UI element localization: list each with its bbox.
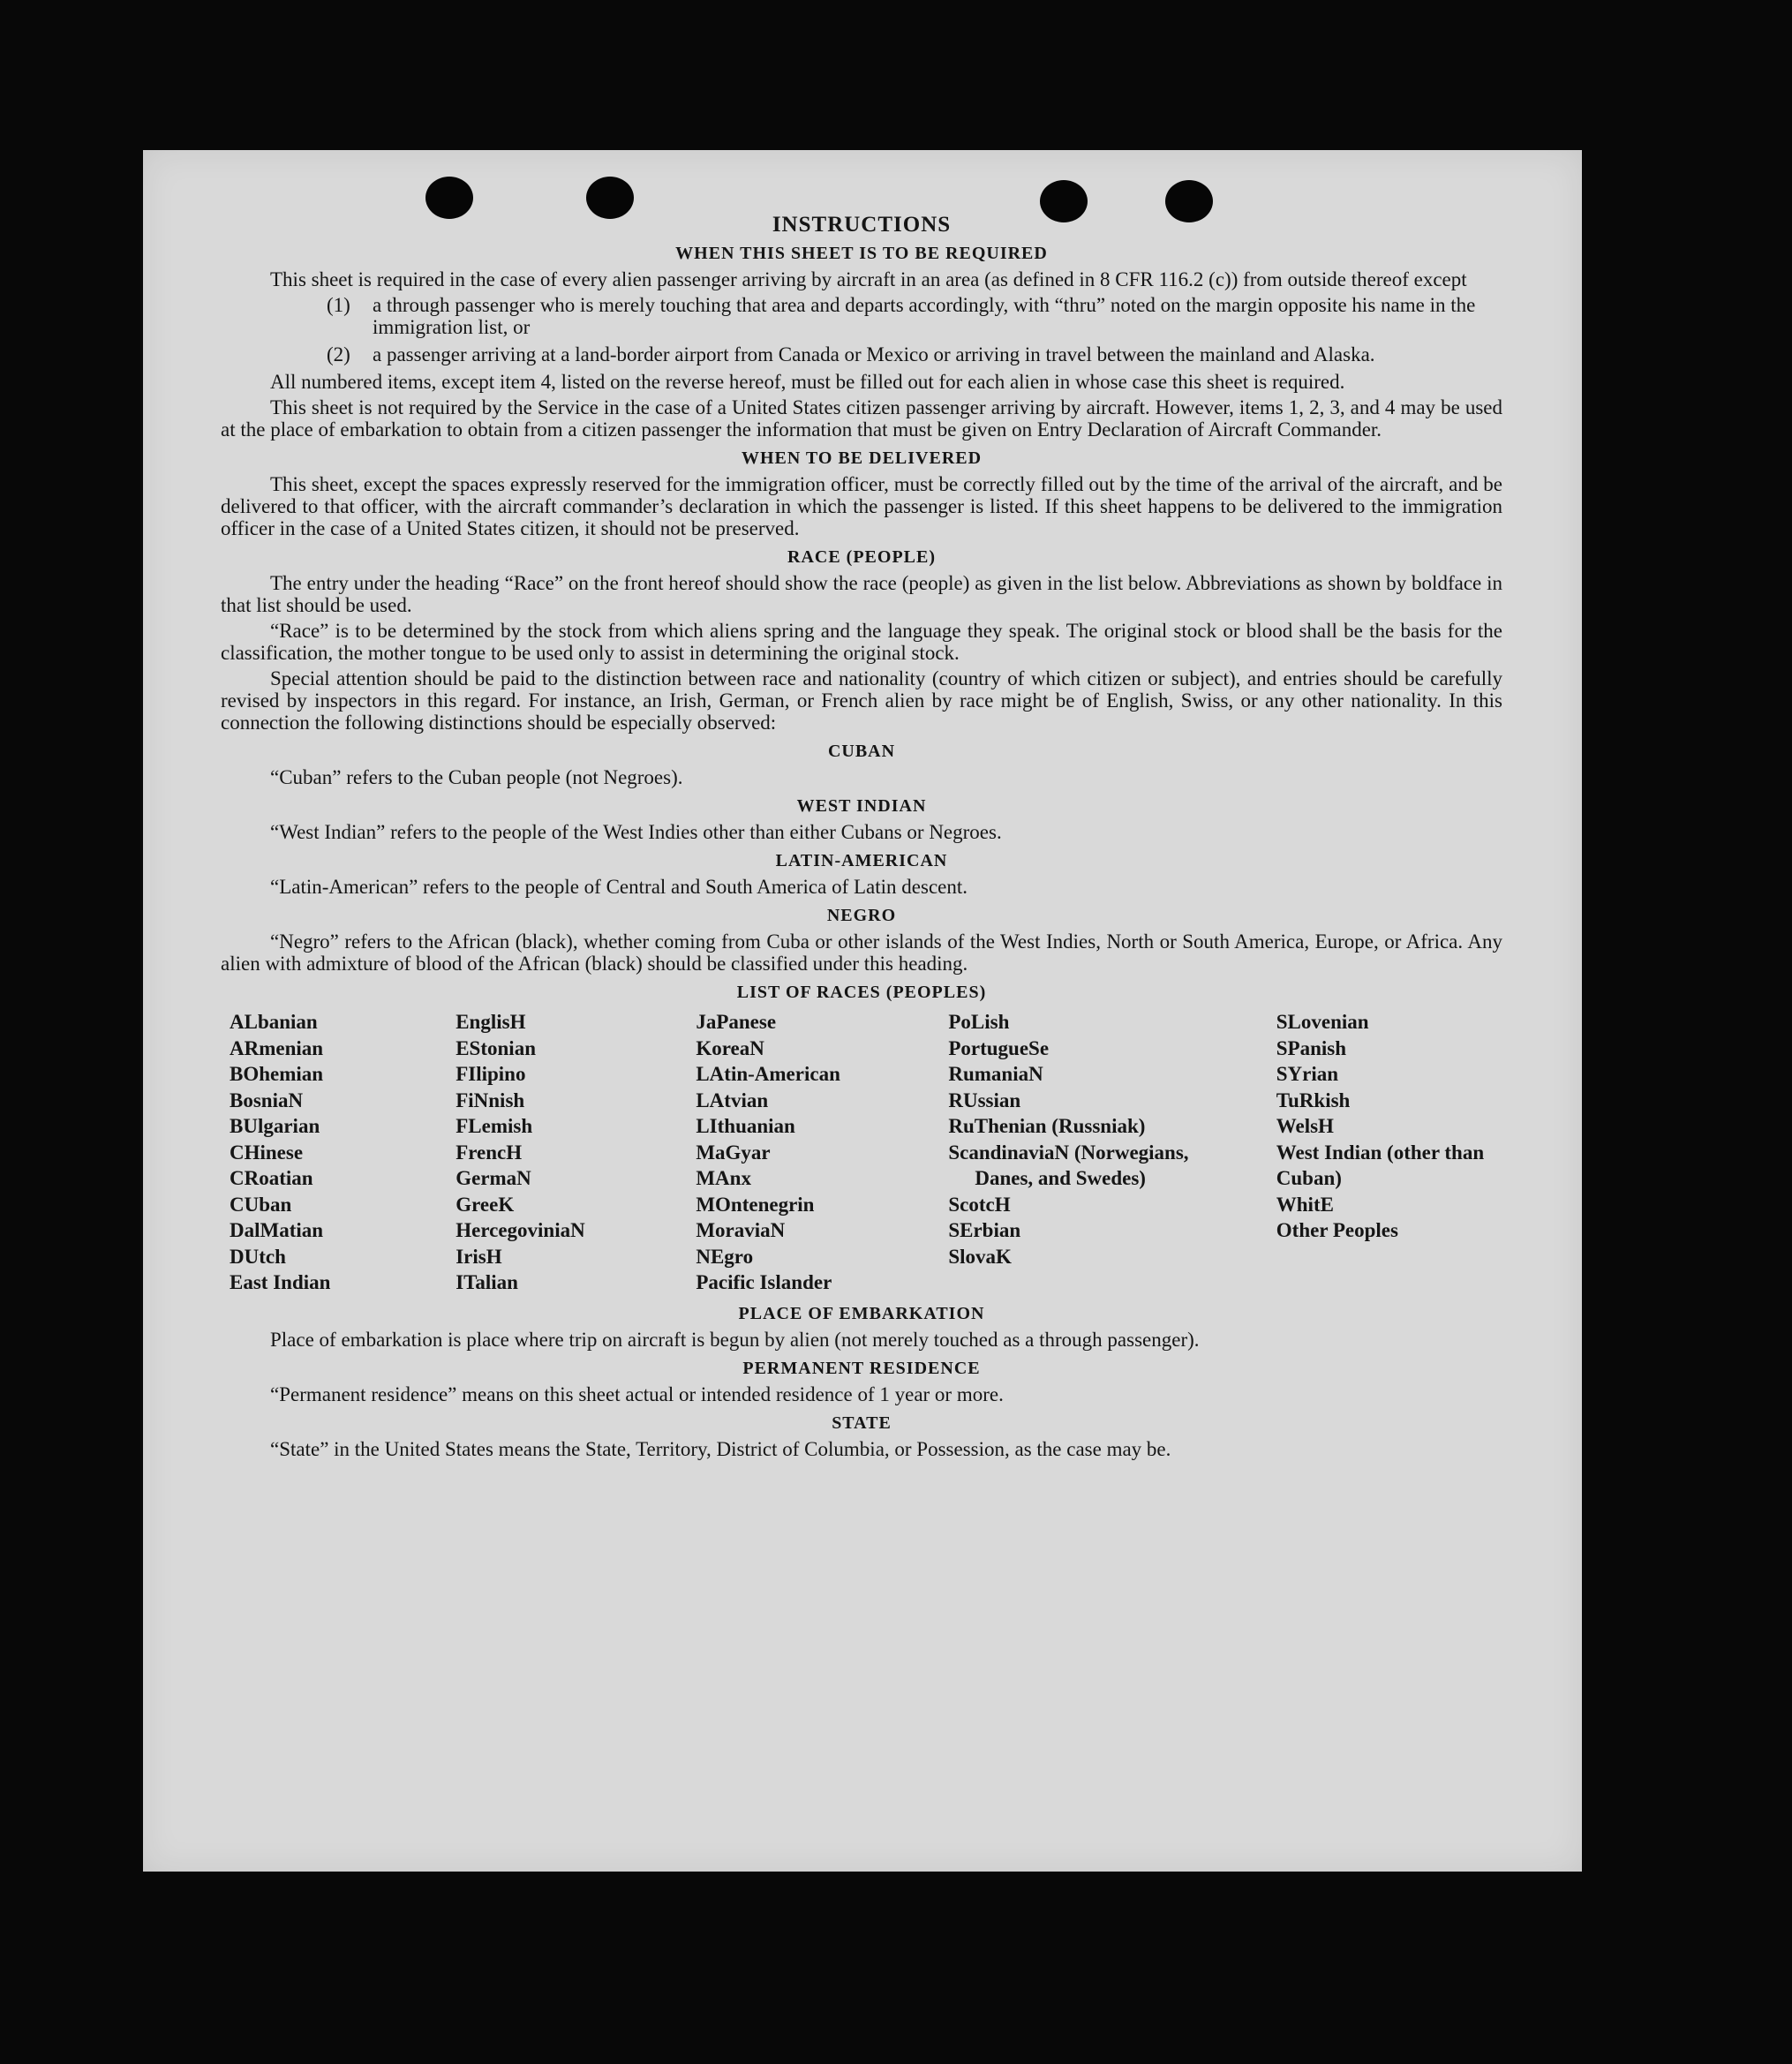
race-entry: GreeK xyxy=(456,1193,515,1216)
punch-hole xyxy=(425,177,473,219)
paragraph: “State” in the United States means the State, Territory, District of Columbia, or Possession, as the case may be. xyxy=(270,1437,1171,1460)
races-column xyxy=(696,1009,948,1296)
race-entry: MAnx xyxy=(696,1167,751,1189)
punch-hole xyxy=(586,177,634,219)
race-entry: ScandinaviaN (Norwegians, Danes, and Swedes) xyxy=(948,1141,1189,1189)
paragraph: The entry under the heading “Race” on the front hereof should show the race (people) as given in the list below. Abbreviations as shown by boldface in that list should be used. xyxy=(221,572,1502,616)
document-page xyxy=(143,150,1582,1872)
paragraph: “Latin-American” refers to the people of Central and South America of Latin descent. xyxy=(270,876,968,898)
paragraph: “Negro” refers to the African (black), whether coming from Cuba or other islands of the West Indies, North or South America, Europe, or Africa. Any alien with admixture of blood of the African (black) should be classified under this heading. xyxy=(221,930,1502,975)
race-entry: GermaN xyxy=(456,1167,531,1189)
page-title: INSTRUCTIONS xyxy=(772,213,952,237)
race-entry: LAtin-American xyxy=(696,1063,840,1085)
race-entry: LIthuanian xyxy=(696,1115,795,1137)
races-column xyxy=(948,1009,1276,1296)
race-entry: JaPanese xyxy=(696,1011,777,1033)
race-entry: ALbanian xyxy=(230,1011,318,1033)
paragraph: Place of embarkation is place where trip on aircraft is begun by alien (not merely touched as a through passenger). xyxy=(270,1328,1200,1351)
race-entry: SYrian xyxy=(1276,1063,1339,1085)
race-entry: FiNnish xyxy=(456,1088,525,1111)
list-item xyxy=(327,294,1502,338)
section-heading: CUBAN xyxy=(827,742,896,761)
races-column xyxy=(1276,1009,1502,1296)
race-entry: PortugueSe xyxy=(948,1036,1050,1059)
race-entry: IrisH xyxy=(456,1245,502,1268)
race-entry: MoraviaN xyxy=(696,1219,786,1241)
race-entry: SPanish xyxy=(1276,1036,1347,1059)
section-heading: NEGRO xyxy=(826,906,897,925)
races-list xyxy=(221,1009,1502,1296)
item-number: (1) xyxy=(327,294,350,316)
race-entry: RuThenian (Russniak) xyxy=(948,1115,1146,1137)
section-heading: PERMANENT RESIDENCE xyxy=(742,1358,981,1378)
item-number: (2) xyxy=(327,343,350,365)
paragraph: “Race” is to be determined by the stock from which aliens spring and the language they speak. The original stock or blood shall be the basis for the classification, the mother tongue to be used only to assist in determining the original stock. xyxy=(221,620,1502,664)
race-entry: DalMatian xyxy=(230,1219,324,1241)
race-entry: FrencH xyxy=(456,1141,523,1164)
race-entry: West Indian (other than Cuban) xyxy=(1276,1141,1485,1189)
races-column xyxy=(230,1009,456,1296)
race-entry: DUtch xyxy=(230,1245,286,1268)
section-heading: PLACE OF EMBARKATION xyxy=(738,1303,985,1323)
race-entry: HercegoviniaN xyxy=(456,1219,585,1241)
race-entry: CHinese xyxy=(230,1141,304,1164)
section-heading: WHEN TO BE DELIVERED xyxy=(741,448,983,468)
section-heading: RACE (PEOPLE) xyxy=(787,547,936,567)
race-entry: LAtvian xyxy=(696,1088,769,1111)
section-heading: WEST INDIAN xyxy=(796,796,927,816)
race-entry: KoreaN xyxy=(696,1036,764,1059)
race-entry: FIlipino xyxy=(456,1063,526,1085)
race-entry: MaGyar xyxy=(696,1141,771,1164)
race-entry: ARmenian xyxy=(230,1036,324,1059)
paragraph: This sheet is required in the case of every alien passenger arriving by aircraft in an area (as defined in 8 CFR 116.2 (c)) from outside thereof except xyxy=(270,268,1467,290)
paragraph: Special attention should be paid to the distinction between race and nationality (country of which citizen or subject), and entries should be carefully revised by inspectors in this regard. For instance, an Irish, German, or French alien by race might be of English, Swiss, or any other nationality. In this connection the following distinctions should be especially observed: xyxy=(221,667,1502,734)
race-entry: SLovenian xyxy=(1276,1011,1369,1033)
race-entry: RumaniaN xyxy=(948,1063,1043,1085)
paragraph: “West Indian” refers to the people of the West Indies other than either Cubans or Negroes. xyxy=(270,821,1002,843)
section-heading: STATE xyxy=(832,1412,892,1433)
paragraph: All numbered items, except item 4, listed on the reverse hereof, must be filled out for each alien in whose case this sheet is required. xyxy=(270,371,1345,393)
race-entry: Other Peoples xyxy=(1276,1219,1398,1241)
section-heading: LIST OF RACES (PEOPLES) xyxy=(736,983,987,1002)
instructions-text xyxy=(221,214,1502,1464)
item-text: a through passenger who is merely touching that area and departs accordingly, with “thru” noted on the margin opposite his name in the immigration list, or xyxy=(373,294,1476,338)
race-entry: PoLish xyxy=(948,1011,1010,1033)
list-item xyxy=(327,343,1502,365)
race-entry: NEgro xyxy=(696,1245,754,1268)
paragraph: This sheet, except the spaces expressly reserved for the immigration officer, must be correctly filled out by the time of the arrival of the aircraft, and be delivered to that officer, with the aircraft commander’s declaration in which the passenger is listed. If this sheet happens to be delivered to the immigration officer in the case of a United States citizen, it should not be preserved. xyxy=(221,473,1502,539)
race-entry: ScotcH xyxy=(948,1193,1011,1216)
race-entry: EStonian xyxy=(456,1036,536,1059)
race-entry: TuRkish xyxy=(1276,1088,1351,1111)
paragraph: “Permanent residence” means on this sheet actual or intended residence of 1 year or more. xyxy=(270,1382,1004,1405)
race-entry: MOntenegrin xyxy=(696,1193,815,1216)
race-entry: RUssian xyxy=(948,1088,1021,1111)
race-entry: BosniaN xyxy=(230,1088,304,1111)
section-heading: WHEN THIS SHEET IS TO BE REQUIRED xyxy=(675,244,1048,263)
race-entry: East Indian xyxy=(230,1271,331,1293)
race-entry: Pacific Islander xyxy=(696,1271,832,1293)
section-heading: LATIN-AMERICAN xyxy=(775,851,948,870)
race-entry: BUlgarian xyxy=(230,1115,320,1137)
race-entry: WhitE xyxy=(1276,1193,1334,1216)
race-entry: WelsH xyxy=(1276,1115,1334,1137)
race-entry: SErbian xyxy=(948,1219,1021,1241)
race-entry: BOhemian xyxy=(230,1063,324,1085)
item-text: a passenger arriving at a land-border airport from Canada or Mexico or arriving in travel between the mainland and Alaska. xyxy=(373,343,1375,365)
races-column xyxy=(456,1009,696,1296)
paragraph: “Cuban” refers to the Cuban people (not Negroes). xyxy=(270,766,683,788)
race-entry: CUban xyxy=(230,1193,292,1216)
race-entry: SlovaK xyxy=(948,1245,1012,1268)
race-entry: FLemish xyxy=(456,1115,533,1137)
race-entry: CRoatian xyxy=(230,1167,313,1189)
paragraph: This sheet is not required by the Service in the case of a United States citizen passenger arriving by aircraft. However, items 1, 2, 3, and 4 may be used at the place of embarkation to obtain from a citizen passenger the information that must be given on Entry Declaration of Aircraft Commander. xyxy=(221,396,1502,441)
race-entry: EnglisH xyxy=(456,1011,526,1033)
race-entry: ITalian xyxy=(456,1271,518,1293)
